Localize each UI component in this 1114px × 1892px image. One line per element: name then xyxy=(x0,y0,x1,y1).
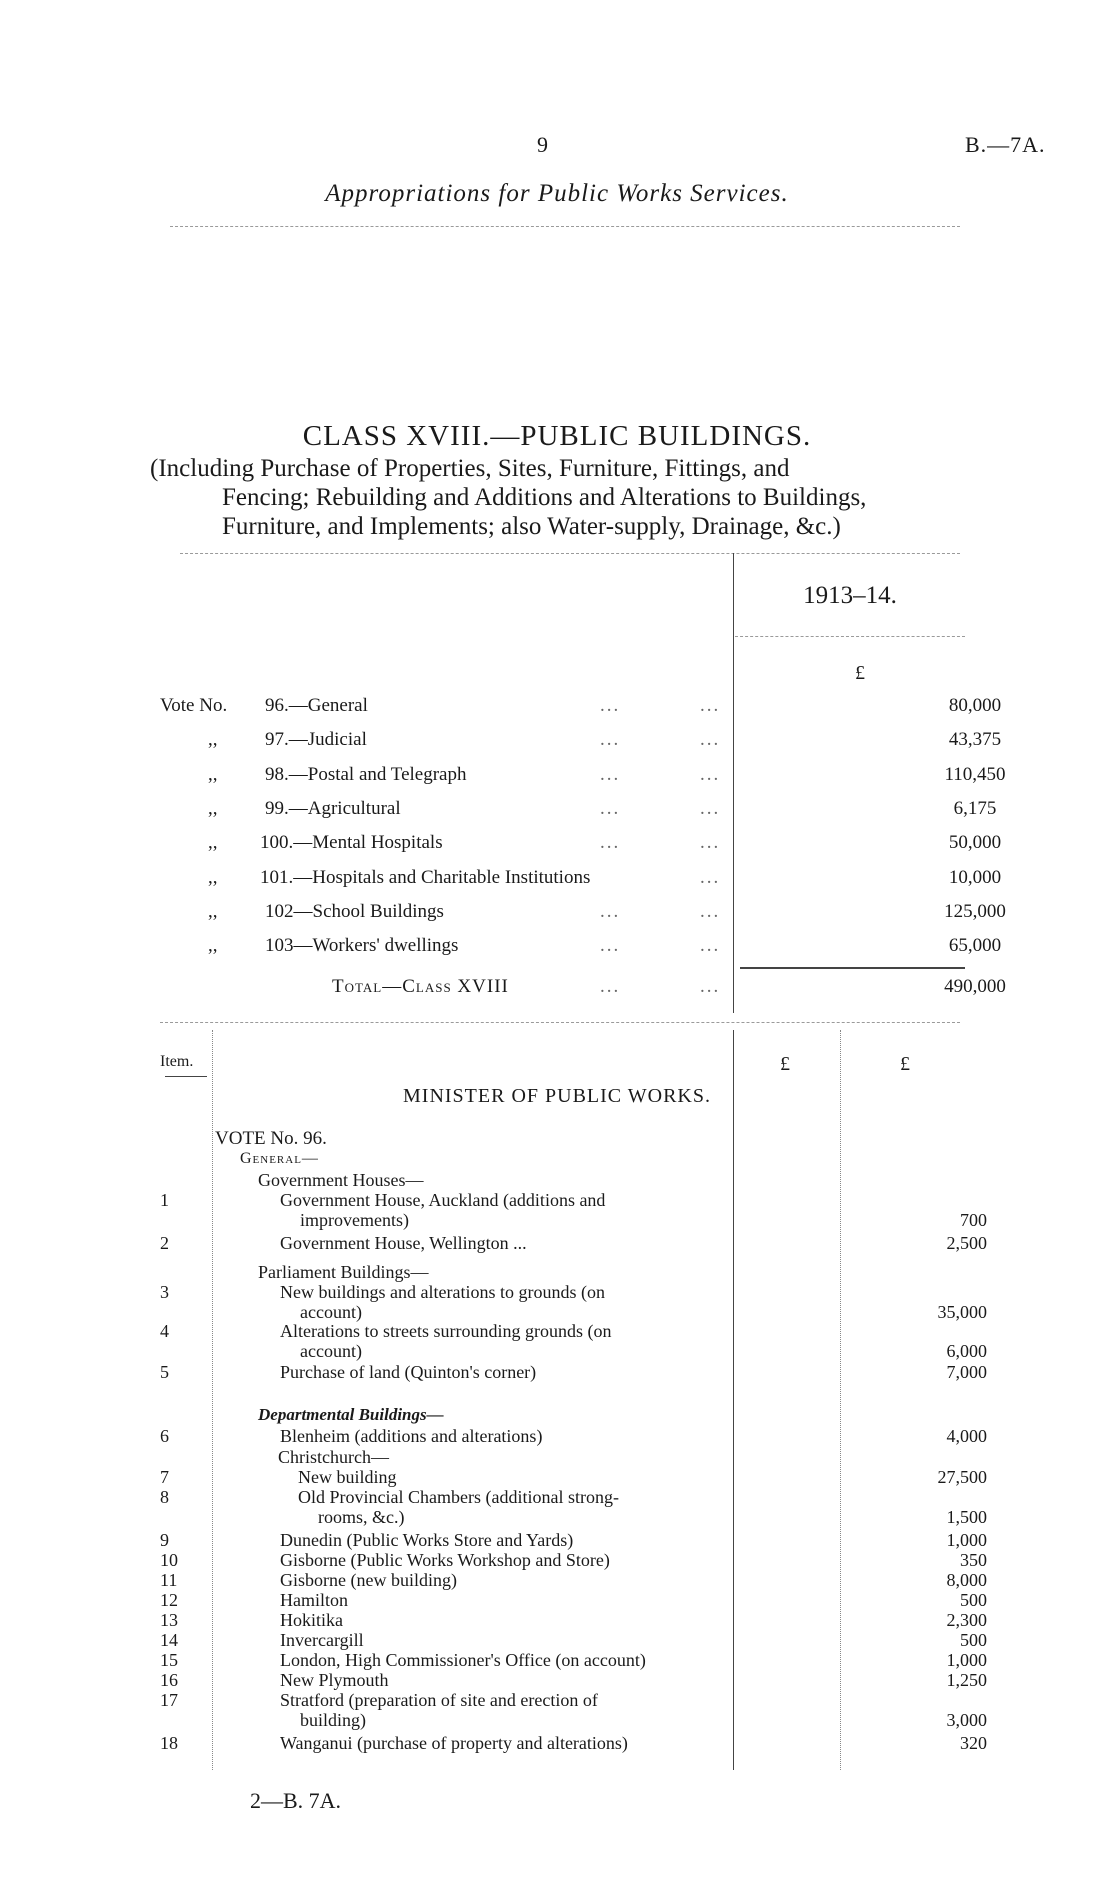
item-description: Government House, Wellington ... xyxy=(280,1233,527,1253)
item-description-continued: rooms, &c.) xyxy=(318,1507,405,1527)
item-description: New buildings and alterations to grounds (on xyxy=(280,1282,605,1302)
item-amount: 3,000 xyxy=(946,1710,987,1730)
dots-leader: ... xyxy=(700,976,721,997)
summary-total-amount: 490,000 xyxy=(944,976,1006,997)
ditto-mark: ,, xyxy=(208,798,218,819)
departmental-buildings-heading: Departmental Buildings— xyxy=(258,1405,444,1424)
ditto-mark: ,, xyxy=(208,832,218,853)
item-number: 12 xyxy=(160,1590,178,1610)
item-amount-cell xyxy=(160,1362,1040,1382)
vote-label xyxy=(265,901,444,923)
page-reference: B.—7A. xyxy=(965,132,1046,157)
vote-label xyxy=(265,695,368,717)
summary-row xyxy=(160,901,1006,935)
item-number: 16 xyxy=(160,1670,178,1690)
item-amount: 350 xyxy=(960,1550,987,1570)
summary-row xyxy=(160,867,1002,901)
item-amount-cell xyxy=(160,1710,1040,1730)
item-amount-cell xyxy=(160,1467,1040,1487)
item-row xyxy=(160,1282,1040,1302)
summary-row xyxy=(160,832,1002,866)
vote-amount: 6,175 xyxy=(953,798,997,819)
item-description: London, High Commissioner's Office (on account) xyxy=(280,1650,646,1670)
items-currency-1: £ xyxy=(780,1053,790,1075)
dots-leader: ... xyxy=(700,729,721,750)
dots-leader: ... xyxy=(600,798,621,819)
item-number: 5 xyxy=(160,1362,169,1382)
vote-label xyxy=(265,798,401,820)
item-amount: 320 xyxy=(960,1733,987,1753)
dots-leader: ... xyxy=(700,935,721,956)
vote-name: —General xyxy=(288,695,368,716)
dots-leader: ... xyxy=(600,695,621,716)
item-amount-cell xyxy=(160,1210,1040,1230)
item-header-rule xyxy=(165,1076,207,1077)
item-description: Dunedin (Public Works Store and Yards) xyxy=(280,1530,574,1550)
item-row xyxy=(160,1321,1040,1341)
item-amount: 1,000 xyxy=(946,1530,987,1550)
vote-number: 100. xyxy=(260,832,294,853)
item-amount: 1,250 xyxy=(946,1670,987,1690)
minister-heading: MINISTER OF PUBLIC WORKS. xyxy=(403,1085,711,1107)
vote-name: —Judicial xyxy=(288,729,367,750)
dots-leader: ... xyxy=(700,695,721,716)
item-amount-cell xyxy=(160,1630,1040,1650)
item-amount-cell xyxy=(160,1302,1040,1322)
summary-bottom-rule xyxy=(160,1022,960,1023)
item-amount: 2,500 xyxy=(946,1233,987,1253)
dots-leader: ... xyxy=(700,867,721,888)
subtitle-line-1: (Including Purchase of Properties, Sites, Furniture, Fittings, and xyxy=(150,455,790,482)
vote-number: 99. xyxy=(265,798,289,819)
item-number: 4 xyxy=(160,1321,169,1341)
dots-leader: ... xyxy=(600,935,621,956)
government-houses-heading: Government Houses— xyxy=(258,1170,424,1190)
vote-amount: 125,000 xyxy=(944,901,1006,922)
general-heading: General— xyxy=(240,1150,319,1167)
summary-row xyxy=(160,729,1002,763)
item-amount: 35,000 xyxy=(937,1302,987,1322)
item-description: Invercargill xyxy=(280,1630,364,1650)
vote-name: —Workers' dwellings xyxy=(293,935,459,956)
item-number: 3 xyxy=(160,1282,169,1302)
ditto-mark: ,, xyxy=(208,729,218,750)
item-amount: 500 xyxy=(960,1630,987,1650)
summary-row xyxy=(160,695,1002,729)
item-description: Government House, Auckland (additions and xyxy=(280,1190,606,1210)
header-rule xyxy=(170,226,960,227)
vote-label xyxy=(265,764,466,786)
vote-number: 101. xyxy=(260,867,294,888)
dots-leader: ... xyxy=(600,832,621,853)
dots-leader: ... xyxy=(600,764,621,785)
running-title: Appropriations for Public Works Services. xyxy=(325,180,789,207)
item-description-continued: account) xyxy=(300,1341,362,1361)
dots-leader: ... xyxy=(700,764,721,785)
item-description: Old Provincial Chambers (additional strong- xyxy=(298,1487,619,1507)
parliament-buildings-heading: Parliament Buildings— xyxy=(258,1262,429,1282)
item-row xyxy=(160,1190,1040,1210)
item-amount-cell xyxy=(160,1530,1040,1550)
item-number: 1 xyxy=(160,1190,169,1210)
vote-amount: 50,000 xyxy=(948,832,1002,853)
item-amount: 7,000 xyxy=(946,1362,987,1382)
item-number: 11 xyxy=(160,1570,178,1590)
ditto-mark: ,, xyxy=(208,867,218,888)
dots-leader: ... xyxy=(700,832,721,853)
item-row xyxy=(160,1690,1040,1710)
item-amount-cell xyxy=(160,1610,1040,1630)
vote-amount: 65,000 xyxy=(948,935,1002,956)
vote-prefix: Vote No. xyxy=(160,695,228,716)
summary-year-rule xyxy=(735,636,965,637)
dots-leader: ... xyxy=(600,976,621,997)
item-number: 6 xyxy=(160,1426,169,1446)
item-amount: 1,000 xyxy=(946,1650,987,1670)
item-amount-cell xyxy=(160,1426,1040,1446)
item-description: Blenheim (additions and alterations) xyxy=(280,1426,543,1446)
item-description: New building xyxy=(298,1467,397,1487)
vote-amount: 43,375 xyxy=(948,729,1002,750)
ditto-mark: ,, xyxy=(208,901,218,922)
dots-leader: ... xyxy=(600,901,621,922)
item-number: 15 xyxy=(160,1650,178,1670)
vote-amount: 80,000 xyxy=(948,695,1002,716)
vote-label xyxy=(265,935,458,957)
item-number: 10 xyxy=(160,1550,178,1570)
item-description: Hokitika xyxy=(280,1610,343,1630)
vote-name: —Mental Hospitals xyxy=(293,832,443,853)
class-title: CLASS XVIII.—PUBLIC BUILDINGS. xyxy=(302,420,812,452)
summary-row xyxy=(160,935,1002,969)
vote-number: 98. xyxy=(265,764,289,785)
item-number: 18 xyxy=(160,1733,178,1753)
item-description: Gisborne (new building) xyxy=(280,1570,457,1590)
summary-currency-symbol: £ xyxy=(855,662,865,684)
items-currency-2: £ xyxy=(900,1053,910,1075)
item-description: Wanganui (purchase of property and alterations) xyxy=(280,1733,628,1753)
item-column-header: Item. xyxy=(160,1053,194,1070)
item-description: New Plymouth xyxy=(280,1670,389,1690)
vote-label xyxy=(265,729,367,751)
vote-name: —School Buildings xyxy=(293,901,444,922)
item-description-continued: improvements) xyxy=(300,1210,409,1230)
ditto-mark: ,, xyxy=(208,764,218,785)
item-number: 2 xyxy=(160,1233,169,1253)
subtitle-line-2: Fencing; Rebuilding and Additions and Alterations to Buildings, xyxy=(222,484,867,511)
vote-label xyxy=(260,832,443,854)
vote-number: 96. xyxy=(265,695,289,716)
item-amount-cell xyxy=(160,1341,1040,1361)
summary-total-rule xyxy=(740,967,965,969)
item-number: 17 xyxy=(160,1690,178,1710)
vote-number: 102 xyxy=(265,901,294,922)
item-description: Hamilton xyxy=(280,1590,348,1610)
ditto-mark: ,, xyxy=(208,935,218,956)
item-amount: 4,000 xyxy=(946,1426,987,1446)
dots-leader: ... xyxy=(700,901,721,922)
summary-year-header: 1913–14. xyxy=(803,582,897,609)
vote-heading: VOTE No. 96. xyxy=(215,1128,327,1149)
vote-number: 103 xyxy=(265,935,294,956)
item-amount-cell xyxy=(160,1590,1040,1610)
vote-name: —Hospitals and Charitable Institutions xyxy=(293,867,591,888)
item-description-continued: account) xyxy=(300,1302,362,1322)
item-amount: 8,000 xyxy=(946,1570,987,1590)
item-amount: 6,000 xyxy=(946,1341,987,1361)
christchurch-heading: Christchurch— xyxy=(278,1447,389,1467)
item-number: 8 xyxy=(160,1487,169,1507)
item-description: Stratford (preparation of site and erection of xyxy=(280,1690,598,1710)
dots-leader: ... xyxy=(700,798,721,819)
vote-name: —Agricultural xyxy=(288,798,401,819)
item-amount-cell xyxy=(160,1733,1040,1753)
item-amount-cell xyxy=(160,1670,1040,1690)
summary-row xyxy=(160,798,997,832)
item-row xyxy=(160,1487,1040,1507)
summary-top-rule xyxy=(180,553,960,554)
vote-amount: 10,000 xyxy=(948,867,1002,888)
item-amount: 1,500 xyxy=(946,1507,987,1527)
page-number: 9 xyxy=(537,132,548,157)
vote-number: 97. xyxy=(265,729,289,750)
item-number: 7 xyxy=(160,1467,169,1487)
item-description: Purchase of land (Quinton's corner) xyxy=(280,1362,537,1382)
summary-total-row xyxy=(160,976,1006,1010)
item-description-continued: building) xyxy=(300,1710,366,1730)
item-amount: 700 xyxy=(960,1210,987,1230)
vote-label xyxy=(260,867,590,889)
item-description: Gisborne (Public Works Workshop and Store) xyxy=(280,1550,610,1570)
item-number: 9 xyxy=(160,1530,169,1550)
item-amount-cell xyxy=(160,1650,1040,1670)
item-amount: 27,500 xyxy=(937,1467,987,1487)
vote-amount: 110,450 xyxy=(944,764,1006,785)
item-amount-cell xyxy=(160,1233,1040,1253)
item-number: 14 xyxy=(160,1630,178,1650)
class-subtitle xyxy=(150,454,980,541)
item-description: Alterations to streets surrounding grounds (on xyxy=(280,1321,612,1341)
item-amount-cell xyxy=(160,1570,1040,1590)
item-amount: 2,300 xyxy=(946,1610,987,1630)
summary-total-label: Total—Class XVIII xyxy=(332,976,509,997)
item-amount: 500 xyxy=(960,1590,987,1610)
item-amount-cell xyxy=(160,1507,1040,1527)
item-number: 13 xyxy=(160,1610,178,1630)
item-amount-cell xyxy=(160,1550,1040,1570)
page-signature: 2—B. 7A. xyxy=(250,1788,342,1813)
vote-name: —Postal and Telegraph xyxy=(288,764,467,785)
dots-leader: ... xyxy=(600,729,621,750)
subtitle-line-3: Furniture, and Implements; also Water-supply, Drainage, &c.) xyxy=(222,513,841,540)
summary-row xyxy=(160,764,1006,798)
